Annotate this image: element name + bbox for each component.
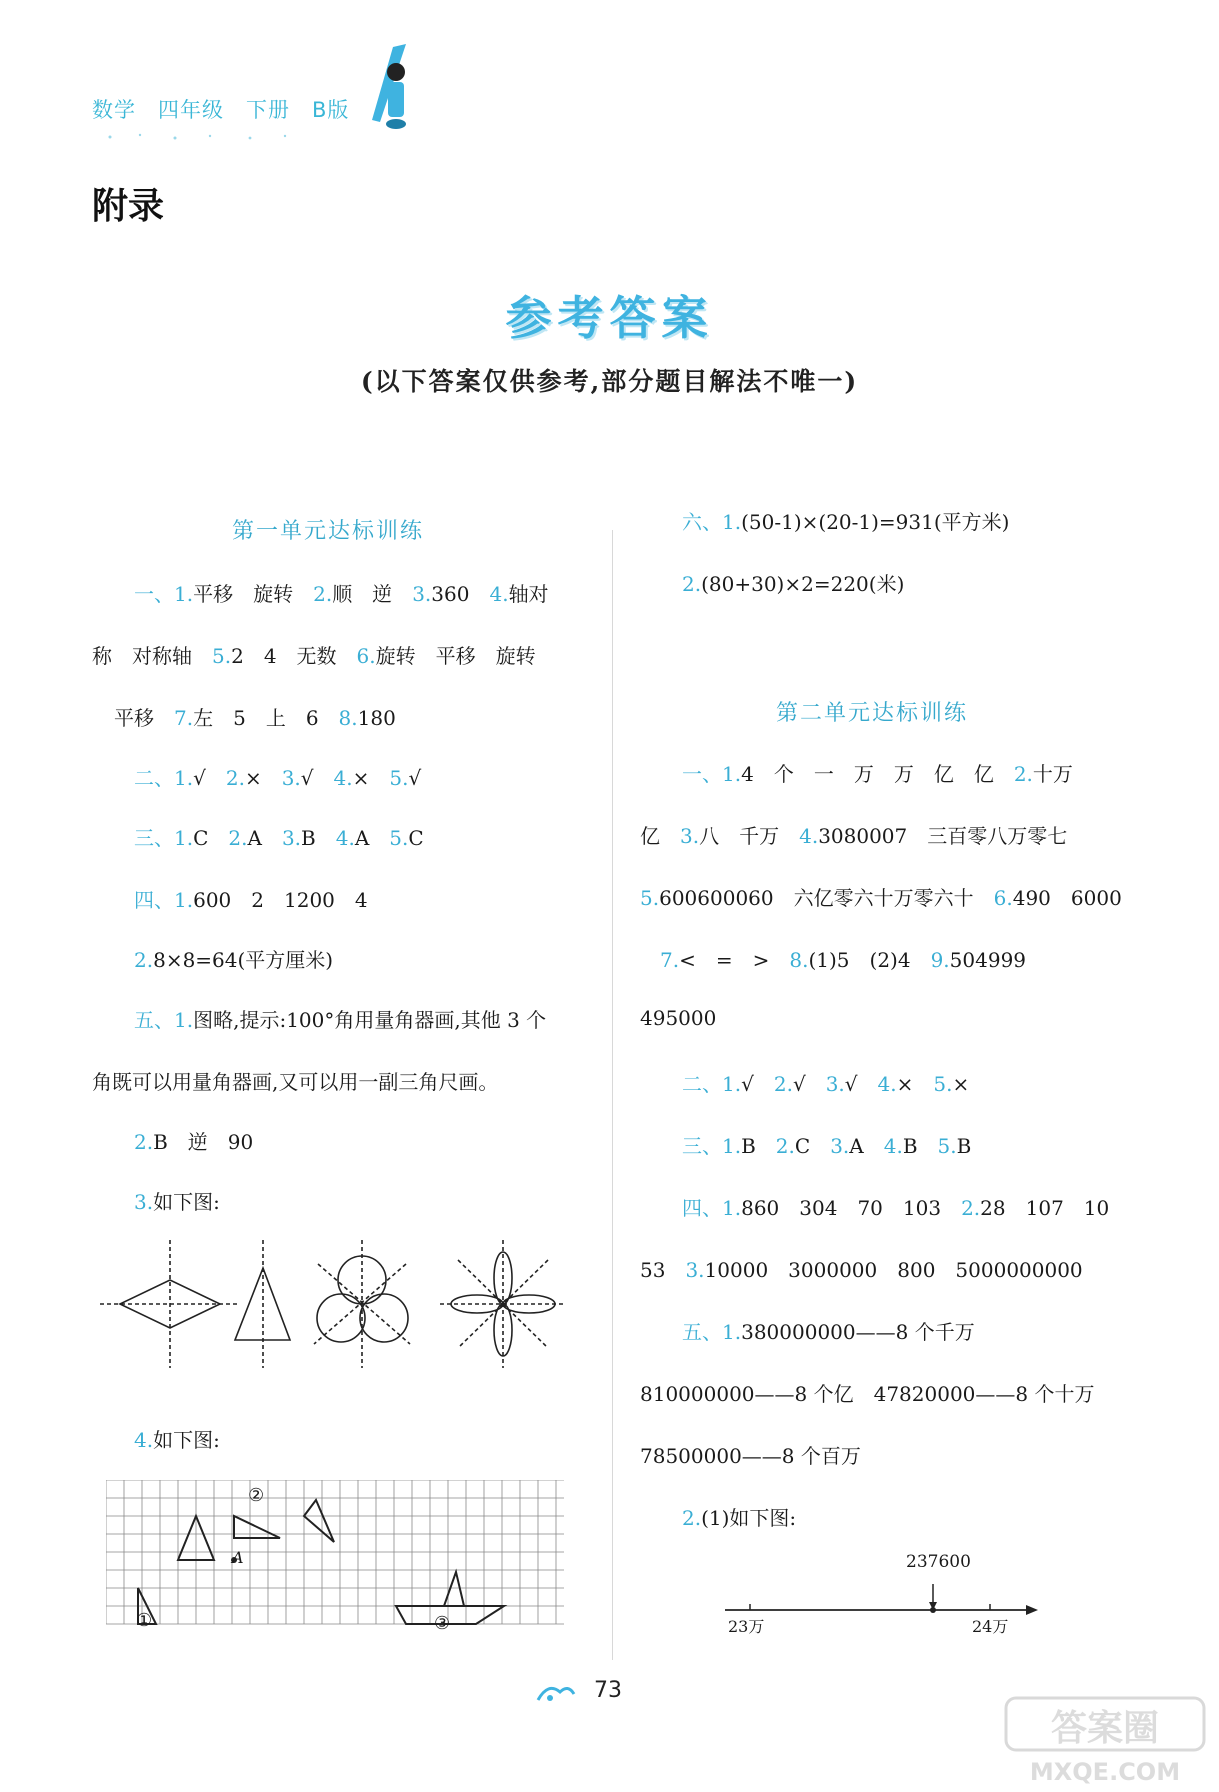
watermark-logo xyxy=(1000,1690,1210,1790)
unit1-line-9: 角既可以用量角器画,又可以用一副三角尺画。 xyxy=(92,1070,499,1094)
unit2-line-11: 810000000——8 个亿 47820000——8 个十万 xyxy=(640,1382,1095,1406)
numline-right-label: 24万 xyxy=(972,1617,1009,1636)
flower-figure xyxy=(440,1240,566,1368)
unit1-q6-line-1: 六、1.(50-1)×(20-1)=931(平方米) xyxy=(682,510,1010,534)
header-edition: B版 xyxy=(312,98,350,122)
grid-label-1: ① xyxy=(136,1610,153,1631)
unit2-line-9: 53 3.10000 3000000 800 5000000000 xyxy=(640,1258,1083,1282)
unit1-line-5: 三、1.C 2.A 3.B 4.A 5.C xyxy=(134,826,424,850)
unit2-line-8: 四、1.860 304 70 103 2.28 107 10 xyxy=(682,1196,1110,1220)
numline-left-label: 23万 xyxy=(728,1617,765,1636)
unit2-line-7: 三、1.B 2.C 3.A 4.B 5.B xyxy=(682,1134,972,1158)
unit2-title: 第二单元达标训练 xyxy=(776,701,969,726)
footer-leaf-icon xyxy=(534,1680,578,1706)
unit2-line-1: 一、1.4 个 一 万 万 亿 亿 2.十万 xyxy=(682,762,1073,786)
appendix-label: 附录 xyxy=(92,186,165,227)
numline-mark-label: 237600 xyxy=(906,1552,971,1572)
header-grade: 四年级 xyxy=(158,98,224,122)
unit2-line-4: 7.< = > 8.(1)5 (2)4 9.504999 xyxy=(660,948,1027,972)
pencil-character-icon xyxy=(358,42,418,137)
header-volume: 下册 xyxy=(246,98,290,122)
shape-sail xyxy=(444,1572,464,1606)
unit1-line-3: 平移 7.左 5 上 6 8.180 xyxy=(114,706,396,730)
grid-label-3: ③ xyxy=(434,1613,451,1634)
header-subject: 数学 xyxy=(92,98,136,122)
page-number: 73 xyxy=(594,1678,622,1703)
unit1-title: 第一单元达标训练 xyxy=(232,519,425,544)
three-circles-figure xyxy=(314,1240,410,1368)
unit1-line-10: 2.B 逆 90 xyxy=(134,1130,254,1154)
header-dots-decoration xyxy=(100,132,300,142)
unit1-line-12: 4.如下图: xyxy=(134,1428,220,1452)
watermark-text: MXQE.COM xyxy=(1029,1758,1181,1786)
shape-triangle-top-right xyxy=(304,1500,334,1542)
unit1-q6-line-2: 2.(80+30)×2=220(米) xyxy=(682,572,905,596)
grid-lines xyxy=(106,1480,564,1624)
grid-label-a: A xyxy=(232,1548,244,1567)
unit2-line-6: 二、1.√ 2.√ 3.√ 4.× 5.× xyxy=(682,1072,970,1096)
shape-triangle-2-right xyxy=(234,1516,280,1538)
unit1-line-6: 四、1.600 2 1200 4 xyxy=(134,888,368,912)
unit2-line-13: 2.(1)如下图: xyxy=(682,1506,797,1530)
symmetry-figures xyxy=(100,1240,570,1370)
unit2-line-12: 78500000——8 个百万 xyxy=(640,1444,861,1468)
unit2-line-3: 5.600600060 六亿零六十万零六十 6.490 6000 xyxy=(640,886,1122,910)
book-header xyxy=(92,94,371,124)
unit1-line-11: 3.如下图: xyxy=(134,1190,220,1214)
column-divider xyxy=(612,530,613,1660)
unit1-line-4: 二、1.√ 2.× 3.√ 4.× 5.√ xyxy=(134,766,422,790)
page-subtitle: (以下答案仅供参考,部分题目解法不唯一) xyxy=(360,367,859,396)
grid-label-2: ② xyxy=(248,1485,265,1506)
unit1-line-7: 2.8×8=64(平方厘米) xyxy=(134,948,334,972)
unit2-line-10: 五、1.380000000——8 个千万 xyxy=(682,1320,975,1344)
page-title: 参考答案 xyxy=(505,291,714,345)
unit1-line-1: 一、1.平移 旋转 2.顺 逆 3.360 4.轴对 xyxy=(134,582,549,606)
unit2-line-2: 亿 3.八 千万 4.3080007 三百零八万零七 xyxy=(640,824,1068,848)
svg-text:答案圈: 答案圈 xyxy=(1050,1708,1160,1749)
rhombus-figure xyxy=(100,1240,240,1368)
unit1-line-2: 称 对称轴 5.2 4 无数 6.旋转 平移 旋转 xyxy=(92,644,536,668)
unit2-line-5: 495000 xyxy=(640,1006,717,1030)
isosceles-triangle-figure xyxy=(235,1240,290,1368)
grid-transform-figure xyxy=(106,1480,566,1640)
unit1-line-8: 五、1.图略,提示:100°角用量角器画,其他 3 个 xyxy=(134,1008,547,1032)
